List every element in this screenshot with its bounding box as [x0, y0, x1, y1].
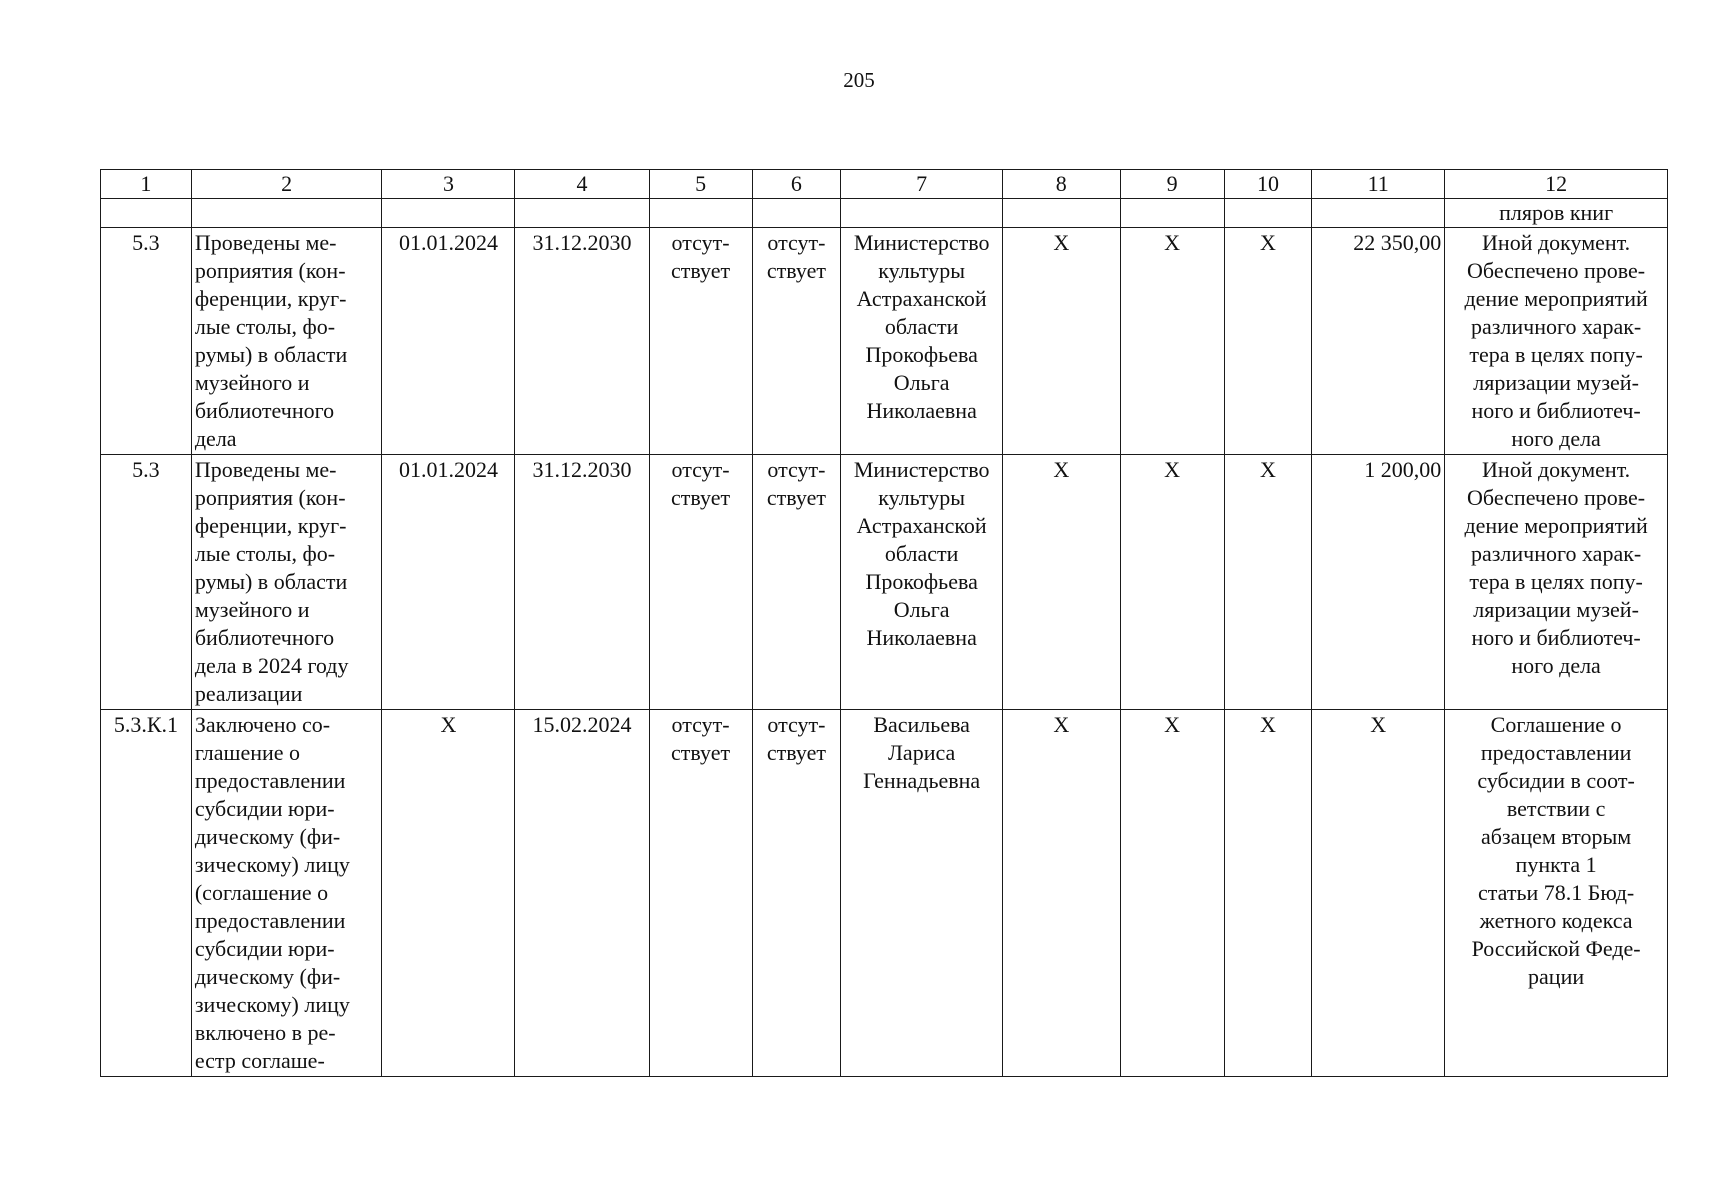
table-cell	[1120, 199, 1224, 228]
start-date-cell: 01.01.2024	[382, 228, 515, 455]
column-number-cell: 8	[1003, 170, 1120, 199]
table-cell	[515, 199, 649, 228]
page-number: 205	[843, 68, 875, 92]
column-8-cell: X	[1003, 455, 1120, 710]
responsible-cell: Министерство культуры Астраханской области Прокофьева Ольга Николаевна	[841, 228, 1003, 455]
start-date-cell: 01.01.2024	[382, 455, 515, 710]
column-number-cell: 7	[841, 170, 1003, 199]
document-cell: Соглашение о предоставлении субсидии в соот- ветствии с абзацем вторым пункта 1 статьи 78.1 Бюд- жетного кодекса Российской Феде- рации	[1445, 710, 1668, 1077]
continuation-row	[101, 199, 1668, 228]
column-number-cell: 11	[1312, 170, 1445, 199]
table-cell	[649, 199, 752, 228]
start-date-cell: X	[382, 710, 515, 1077]
column-number-cell: 12	[1445, 170, 1668, 199]
column-number-cell: 10	[1224, 170, 1312, 199]
amount-cell: 22 350,00	[1312, 228, 1445, 455]
amount-cell: 1 200,00	[1312, 455, 1445, 710]
column-10-cell: X	[1224, 455, 1312, 710]
column-5-cell: отсут- ствует	[649, 710, 752, 1077]
column-6-cell: отсут- ствует	[752, 710, 841, 1077]
column-number-cell: 5	[649, 170, 752, 199]
column-9-cell: X	[1120, 710, 1224, 1077]
row-number-cell: 5.3.К.1	[101, 710, 192, 1077]
table-cell	[1312, 199, 1445, 228]
table-cell	[101, 199, 192, 228]
column-9-cell: X	[1120, 228, 1224, 455]
table-row	[101, 228, 1668, 455]
column-number-cell: 9	[1120, 170, 1224, 199]
end-date-cell: 31.12.2030	[515, 455, 649, 710]
table-cell	[752, 199, 841, 228]
table-cell	[841, 199, 1003, 228]
table-row	[101, 455, 1668, 710]
column-number-row	[101, 170, 1668, 199]
responsible-cell: Министерство культуры Астраханской области Прокофьева Ольга Николаевна	[841, 455, 1003, 710]
column-10-cell: X	[1224, 710, 1312, 1077]
document-cell: Иной документ. Обеспечено прове- дение мероприятий различного харак- тера в целях попу- ляризации музей- ного и библиотеч- ного дела	[1445, 455, 1668, 710]
table-cell	[1003, 199, 1120, 228]
column-5-cell: отсут- ствует	[649, 455, 752, 710]
column-9-cell: X	[1120, 455, 1224, 710]
end-date-cell: 31.12.2030	[515, 228, 649, 455]
event-description-cell: Проведены ме- роприятия (кон- ференции, круг- лые столы, фо- румы) в области музейного и библиотечного дела в 2024 году реализации	[191, 455, 382, 710]
column-6-cell: отсут- ствует	[752, 455, 841, 710]
column-number-cell: 1	[101, 170, 192, 199]
amount-cell: X	[1312, 710, 1445, 1077]
column-8-cell: X	[1003, 710, 1120, 1077]
document-table	[100, 169, 1668, 1077]
row-number-cell: 5.3	[101, 228, 192, 455]
event-description-cell: Заключено со- глашение о предоставлении субсидии юри- дическому (фи- зическому) лицу (соглашение о предоставлении субсидии юри- дическому (фи- зическому) лицу включено в ре- естр соглаше-	[191, 710, 382, 1077]
document-cell: Иной документ. Обеспечено прове- дение мероприятий различного харак- тера в целях попу- ляризации музей- ного и библиотеч- ного дела	[1445, 228, 1668, 455]
column-number-cell: 6	[752, 170, 841, 199]
table-cell	[191, 199, 382, 228]
column-5-cell: отсут- ствует	[649, 228, 752, 455]
row-number-cell: 5.3	[101, 455, 192, 710]
table-cell: пляров книг	[1445, 199, 1668, 228]
event-description-cell: Проведены ме- роприятия (кон- ференции, круг- лые столы, фо- румы) в области музейного и библиотечного дела	[191, 228, 382, 455]
responsible-cell: Васильева Лариса Геннадьевна	[841, 710, 1003, 1077]
table-cell	[382, 199, 515, 228]
column-6-cell: отсут- ствует	[752, 228, 841, 455]
column-number-cell: 2	[191, 170, 382, 199]
column-10-cell: X	[1224, 228, 1312, 455]
end-date-cell: 15.02.2024	[515, 710, 649, 1077]
column-number-cell: 3	[382, 170, 515, 199]
column-number-cell: 4	[515, 170, 649, 199]
column-8-cell: X	[1003, 228, 1120, 455]
table-cell	[1224, 199, 1312, 228]
table-row	[101, 710, 1668, 1077]
